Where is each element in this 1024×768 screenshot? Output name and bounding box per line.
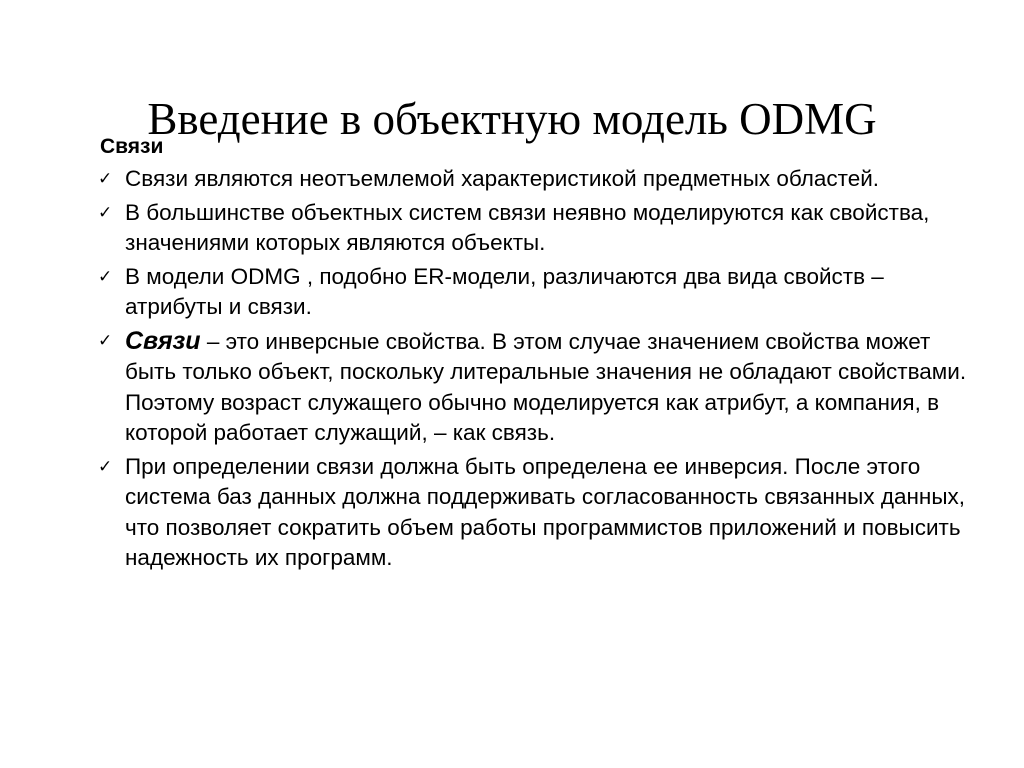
bullet-body: При определении связи должна быть определена ее инверсия. После этого система баз данных должна поддерживать согласованность связанных данных, что позволяет сократить объем работы программистов приложений и повысить надежность их программ. xyxy=(125,453,966,570)
bullet-body: – это инверсные свойства. В этом случае значением свойства может быть только объект, поскольку литеральные значения не обладают свойствами. Поэтому возраст служащего обычно моделируется как атрибут, а компания, в которой работает служащий, – как связь. xyxy=(125,328,967,445)
bullet-text xyxy=(125,166,879,191)
check-mark-icon: ✓ xyxy=(98,330,113,351)
bullet-body: Связи являются неотъемлемой характеристикой предметных областей. xyxy=(125,166,880,191)
bullet-body: В большинстве объектных систем связи неявно моделируются как свойства, значениями которых являются объекты. xyxy=(125,199,930,255)
bullet-body: В модели ODMG , подобно ER-модели, различаются два вида свойств – атрибуты и связи. xyxy=(125,263,884,319)
bullet-text xyxy=(125,326,967,446)
check-mark-icon: ✓ xyxy=(98,266,113,287)
slide-title: Введение в объектную модель ODMG xyxy=(147,94,877,144)
bullet-list xyxy=(98,164,978,577)
bullet-item xyxy=(98,452,978,574)
bullet-item xyxy=(98,198,978,259)
check-mark-icon: ✓ xyxy=(98,169,113,189)
bullet-item xyxy=(98,326,978,449)
bullet-emphasis: Связи xyxy=(125,326,201,355)
bullet-text xyxy=(125,454,965,571)
check-mark-icon: ✓ xyxy=(98,456,113,477)
section-heading: Связи xyxy=(100,135,164,158)
bullet-item xyxy=(98,262,978,323)
check-mark-icon: ✓ xyxy=(98,202,113,223)
bullet-item xyxy=(98,164,978,195)
bullet-text xyxy=(125,200,929,256)
bullet-text xyxy=(125,264,884,320)
